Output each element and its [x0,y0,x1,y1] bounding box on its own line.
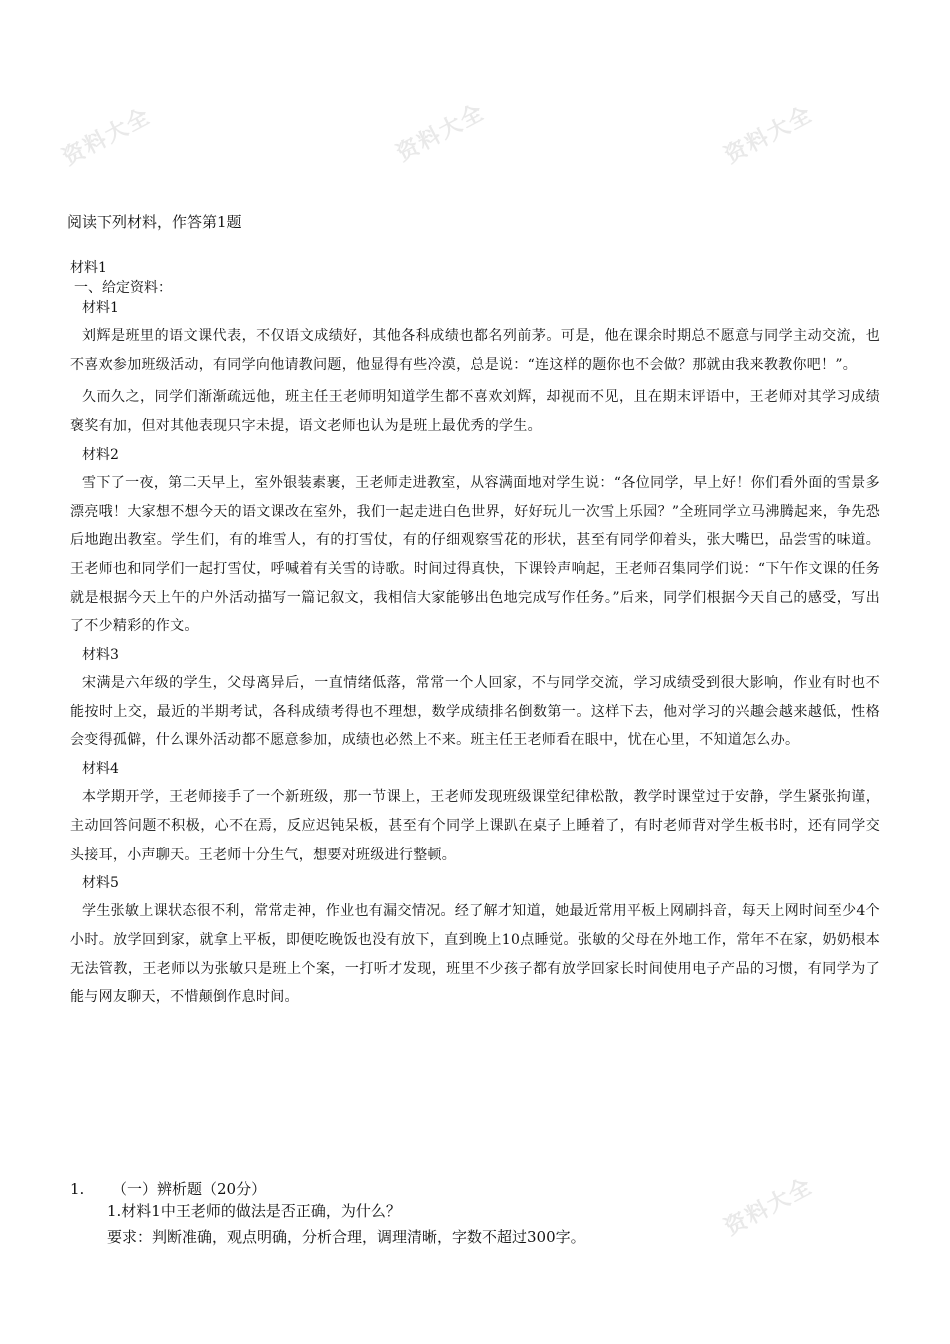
given-materials-heading: 一、给定资料： [74,280,172,296]
material-section [70,298,880,441]
question-number: 1. [70,1180,85,1198]
reading-instruction: 阅读下列材料，作答第1题 [67,213,242,231]
watermark: 资料大全 [392,98,490,167]
subquestion: 1.材料1中王老师的做法是否正确，为什么？ [107,1202,401,1220]
material-paragraph: 刘辉是班里的语文课代表，不仅语文成绩好，其他各科成绩也都名列前茅。可是，他在课余时期总不愿意与同学主动交流，也不喜欢参加班级活动，有同学向他请教问题，他显得有些冷漠，总是说：“连这样的题你也不会做？那就由我来教教你吧！”。 [70,328,880,373]
material-block [70,258,880,1016]
requirement: 要求：判断准确，观点明确，分析合理，调理清晰，字数不超过300字。 [107,1228,586,1246]
material-section [70,645,880,755]
material-title: 材料1 [82,300,119,316]
material-paragraph: 雪下了一夜，第二天早上，室外银装素裹，王老师走进教室，从容满面地对学生说：“各位同学，早上好！你们看外面的雪景多漂亮哦！大家想不想今天的语文课改在室外，我们一起走进白色世界，好好玩儿一次雪上乐园？”全班同学立马沸腾起来，争先恐后地跑出教室。学生们，有的堆雪人，有的打雪仗，有的仔细观察雪花的形状，甚至有同学仰着头，张大嘴巴，品尝雪的味道。王老师也和同学们一起打雪仗，呼喊着有关雪的诗歌。时间过得真快，下课铃声响起，王老师召集同学们说：“下午作文课的任务就是根据今天上午的户外活动描写一篇记叙文，我相信大家能够出色地完成写作任务。”后来，同学们根据今天自己的感受，写出了不少精彩的作文。 [70,474,880,635]
watermark: 资料大全 [58,102,156,171]
material-paragraph: 学生张敏上课状态很不利，常常走神，作业也有漏交情况。经了解才知道，她最近常用平板上网刷抖音，每天上网时间至少4个小时。放学回到家，就拿上平板，即便吃晚饭也没有放下，直到晚上10点睡觉。张敏的父母在外地工作，常年不在家，奶奶根本无法管教，王老师以为张敏只是班上个案，一打听才发现，班里不少孩子都有放学回家长时间使用电子产品的习惯，有同学为了能与网友聊天，不惜颠倒作息时间。 [70,903,880,1006]
material-paragraph: 本学期开学，王老师接手了一个新班级，那一节课上，王老师发现班级课堂纪律松散，教学时课堂过于安静，学生紧张拘谨，主动回答问题不积极，心不在焉，反应迟钝呆板，甚至有个同学上课趴在桌子上睡着了，有时老师背对学生板书时，还有同学交头接耳，小声聊天。王老师十分生气，想要对班级进行整顿。 [70,789,880,863]
question-heading [70,1178,266,1199]
question-title: （一）辨析题（20分） [112,1180,267,1198]
material-title: 材料2 [82,446,119,463]
material-section [70,445,880,641]
watermark: 资料大全 [720,100,818,169]
material-title: 材料5 [82,875,119,892]
material-section [70,759,880,869]
material-section [70,873,880,1012]
material-paragraph: 宋满是六年级的学生，父母离异后，一直情绪低落，常常一个人回家，不与同学交流，学习成绩受到很大影响，作业有时也不能按时上交，最近的半期考试，各科成绩考得也不理想，数学成绩排名倒数第一。这样下去，他对学习的兴趣会越来越低，性格会变得孤僻，什么课外活动都不愿意参加，成绩也必然上不来。班主任王老师看在眼中，忧在心里，不知道怎么办。 [70,675,880,749]
material-title: 材料3 [82,647,119,664]
material-header: 材料1 [70,260,107,276]
material-title: 材料4 [82,761,119,778]
material-paragraph: 久而久之，同学们渐渐疏远他，班主任王老师明知道学生都不喜欢刘辉，却视而不见，且在期末评语中，王老师对其学习成绩褒奖有加，但对其他表现只字未提，语文老师也认为是班上最优秀的学生。 [70,389,880,435]
watermark: 资料大全 [720,1172,818,1241]
